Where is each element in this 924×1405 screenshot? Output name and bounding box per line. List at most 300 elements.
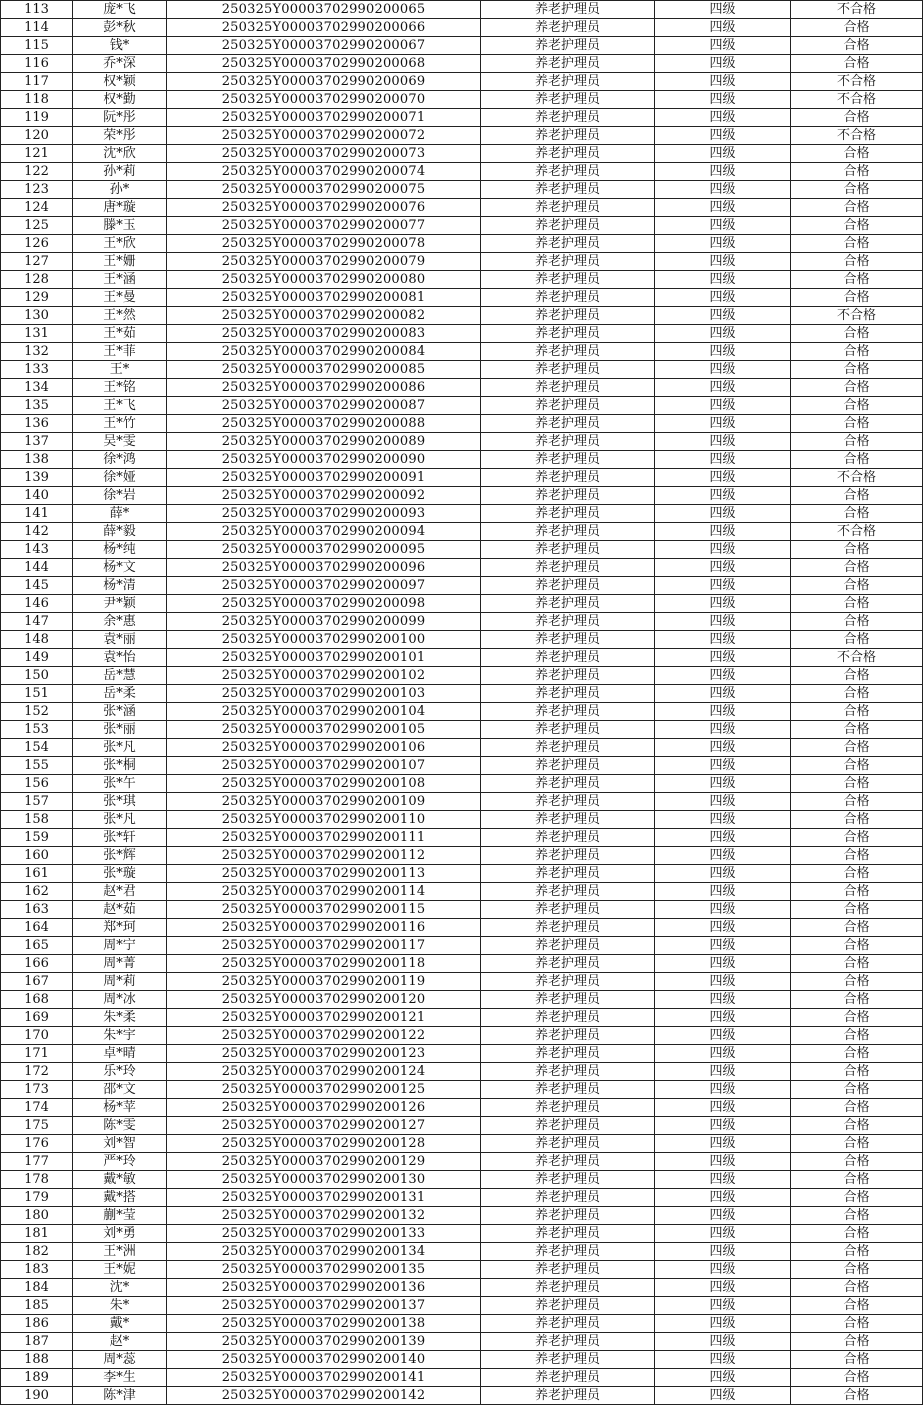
result-cell: 不合格 (791, 307, 923, 325)
occupation-cell: 养老护理员 (481, 1171, 655, 1189)
certificate-number-cell: 250325Y00003702990200137 (167, 1297, 481, 1315)
candidate-name-cell: 尹*颖 (73, 595, 167, 613)
occupation-cell: 养老护理员 (481, 253, 655, 271)
level-cell: 四级 (655, 1063, 791, 1081)
occupation-cell: 养老护理员 (481, 1189, 655, 1207)
candidate-name-cell: 赵*茹 (73, 901, 167, 919)
serial-number-cell: 116 (1, 55, 73, 73)
candidate-name-cell: 王*飞 (73, 397, 167, 415)
result-cell: 合格 (791, 667, 923, 685)
candidate-name-cell: 张*午 (73, 775, 167, 793)
serial-number-cell: 162 (1, 883, 73, 901)
level-cell: 四级 (655, 1081, 791, 1099)
candidate-name-cell: 袁*丽 (73, 631, 167, 649)
occupation-cell: 养老护理员 (481, 559, 655, 577)
table-row (1, 1369, 923, 1387)
result-cell: 合格 (791, 703, 923, 721)
occupation-cell: 养老护理员 (481, 1387, 655, 1405)
certificate-number-cell: 250325Y00003702990200119 (167, 973, 481, 991)
certificate-number-cell: 250325Y00003702990200140 (167, 1351, 481, 1369)
result-cell: 合格 (791, 775, 923, 793)
occupation-cell: 养老护理员 (481, 1099, 655, 1117)
table-row (1, 793, 923, 811)
serial-number-cell: 153 (1, 721, 73, 739)
certificate-number-cell: 250325Y00003702990200076 (167, 199, 481, 217)
table-row (1, 451, 923, 469)
certificate-number-cell: 250325Y00003702990200084 (167, 343, 481, 361)
certificate-number-cell: 250325Y00003702990200072 (167, 127, 481, 145)
table-row (1, 685, 923, 703)
level-cell: 四级 (655, 775, 791, 793)
serial-number-cell: 167 (1, 973, 73, 991)
candidate-name-cell: 王*曼 (73, 289, 167, 307)
serial-number-cell: 174 (1, 1099, 73, 1117)
table-row (1, 1315, 923, 1333)
serial-number-cell: 115 (1, 37, 73, 55)
level-cell: 四级 (655, 577, 791, 595)
level-cell: 四级 (655, 73, 791, 91)
certificate-number-cell: 250325Y00003702990200133 (167, 1225, 481, 1243)
serial-number-cell: 175 (1, 1117, 73, 1135)
level-cell: 四级 (655, 1387, 791, 1405)
result-cell: 合格 (791, 1243, 923, 1261)
serial-number-cell: 181 (1, 1225, 73, 1243)
level-cell: 四级 (655, 1153, 791, 1171)
table-row (1, 1189, 923, 1207)
table-row (1, 1081, 923, 1099)
occupation-cell: 养老护理员 (481, 127, 655, 145)
result-cell: 合格 (791, 505, 923, 523)
serial-number-cell: 131 (1, 325, 73, 343)
serial-number-cell: 180 (1, 1207, 73, 1225)
table-row (1, 1117, 923, 1135)
certificate-number-cell: 250325Y00003702990200066 (167, 19, 481, 37)
level-cell: 四级 (655, 937, 791, 955)
occupation-cell: 养老护理员 (481, 415, 655, 433)
level-cell: 四级 (655, 865, 791, 883)
result-cell: 合格 (791, 19, 923, 37)
occupation-cell: 养老护理员 (481, 649, 655, 667)
level-cell: 四级 (655, 1243, 791, 1261)
occupation-cell: 养老护理员 (481, 1045, 655, 1063)
result-cell: 合格 (791, 253, 923, 271)
occupation-cell: 养老护理员 (481, 901, 655, 919)
occupation-cell: 养老护理员 (481, 1009, 655, 1027)
result-cell: 合格 (791, 937, 923, 955)
candidate-name-cell: 张*桐 (73, 757, 167, 775)
result-cell: 合格 (791, 595, 923, 613)
candidate-name-cell: 杨*文 (73, 559, 167, 577)
certificate-number-cell: 250325Y00003702990200129 (167, 1153, 481, 1171)
candidate-name-cell: 滕*玉 (73, 217, 167, 235)
result-cell: 合格 (791, 973, 923, 991)
candidate-name-cell: 王*茹 (73, 325, 167, 343)
candidate-name-cell: 刘*勇 (73, 1225, 167, 1243)
candidate-name-cell: 王*欣 (73, 235, 167, 253)
table-row (1, 883, 923, 901)
candidate-name-cell: 王*妮 (73, 1261, 167, 1279)
candidate-name-cell: 赵*君 (73, 883, 167, 901)
certificate-number-cell: 250325Y00003702990200138 (167, 1315, 481, 1333)
certificate-number-cell: 250325Y00003702990200095 (167, 541, 481, 559)
occupation-cell: 养老护理员 (481, 397, 655, 415)
candidate-name-cell: 权*勤 (73, 91, 167, 109)
serial-number-cell: 122 (1, 163, 73, 181)
table-row (1, 703, 923, 721)
table-row (1, 433, 923, 451)
certificate-number-cell: 250325Y00003702990200142 (167, 1387, 481, 1405)
result-cell: 合格 (791, 955, 923, 973)
table-row (1, 613, 923, 631)
serial-number-cell: 134 (1, 379, 73, 397)
occupation-cell: 养老护理员 (481, 1297, 655, 1315)
result-cell: 合格 (791, 163, 923, 181)
level-cell: 四级 (655, 703, 791, 721)
occupation-cell: 养老护理员 (481, 973, 655, 991)
occupation-cell: 养老护理员 (481, 1225, 655, 1243)
result-cell: 合格 (791, 541, 923, 559)
serial-number-cell: 182 (1, 1243, 73, 1261)
certificate-number-cell: 250325Y00003702990200103 (167, 685, 481, 703)
table-row (1, 523, 923, 541)
candidate-name-cell: 戴*敏 (73, 1171, 167, 1189)
occupation-cell: 养老护理员 (481, 1153, 655, 1171)
occupation-cell: 养老护理员 (481, 1351, 655, 1369)
serial-number-cell: 130 (1, 307, 73, 325)
table-row (1, 1297, 923, 1315)
occupation-cell: 养老护理员 (481, 1261, 655, 1279)
certificate-number-cell: 250325Y00003702990200090 (167, 451, 481, 469)
candidate-name-cell: 王*竹 (73, 415, 167, 433)
candidate-name-cell: 周*菁 (73, 955, 167, 973)
certificate-number-cell: 250325Y00003702990200104 (167, 703, 481, 721)
occupation-cell: 养老护理员 (481, 145, 655, 163)
candidate-name-cell: 王*菲 (73, 343, 167, 361)
result-cell: 合格 (791, 1153, 923, 1171)
certificate-number-cell: 250325Y00003702990200082 (167, 307, 481, 325)
serial-number-cell: 170 (1, 1027, 73, 1045)
table-row (1, 1153, 923, 1171)
certificate-number-cell: 250325Y00003702990200097 (167, 577, 481, 595)
certificate-number-cell: 250325Y00003702990200101 (167, 649, 481, 667)
certificate-number-cell: 250325Y00003702990200123 (167, 1045, 481, 1063)
serial-number-cell: 138 (1, 451, 73, 469)
level-cell: 四级 (655, 1099, 791, 1117)
occupation-cell: 养老护理员 (481, 451, 655, 469)
table-row (1, 919, 923, 937)
serial-number-cell: 146 (1, 595, 73, 613)
level-cell: 四级 (655, 883, 791, 901)
level-cell: 四级 (655, 163, 791, 181)
result-cell: 合格 (791, 1027, 923, 1045)
level-cell: 四级 (655, 451, 791, 469)
table-row (1, 253, 923, 271)
occupation-cell: 养老护理员 (481, 847, 655, 865)
serial-number-cell: 127 (1, 253, 73, 271)
table-row (1, 973, 923, 991)
occupation-cell: 养老护理员 (481, 613, 655, 631)
result-cell: 合格 (791, 739, 923, 757)
result-cell: 合格 (791, 217, 923, 235)
level-cell: 四级 (655, 1189, 791, 1207)
level-cell: 四级 (655, 1261, 791, 1279)
certificate-number-cell: 250325Y00003702990200136 (167, 1279, 481, 1297)
candidate-name-cell: 岳*慧 (73, 667, 167, 685)
serial-number-cell: 137 (1, 433, 73, 451)
occupation-cell: 养老护理员 (481, 1279, 655, 1297)
serial-number-cell: 120 (1, 127, 73, 145)
result-cell: 不合格 (791, 91, 923, 109)
serial-number-cell: 139 (1, 469, 73, 487)
result-cell: 合格 (791, 109, 923, 127)
certificate-number-cell: 250325Y00003702990200079 (167, 253, 481, 271)
occupation-cell: 养老护理员 (481, 271, 655, 289)
certificate-number-cell: 250325Y00003702990200131 (167, 1189, 481, 1207)
serial-number-cell: 141 (1, 505, 73, 523)
serial-number-cell: 185 (1, 1297, 73, 1315)
candidate-name-cell: 荣*彤 (73, 127, 167, 145)
certificate-number-cell: 250325Y00003702990200114 (167, 883, 481, 901)
level-cell: 四级 (655, 757, 791, 775)
result-cell: 合格 (791, 1315, 923, 1333)
level-cell: 四级 (655, 523, 791, 541)
candidate-name-cell: 陈*津 (73, 1387, 167, 1405)
occupation-cell: 养老护理员 (481, 343, 655, 361)
candidate-name-cell: 彭*秋 (73, 19, 167, 37)
certificate-number-cell: 250325Y00003702990200069 (167, 73, 481, 91)
certificate-number-cell: 250325Y00003702990200105 (167, 721, 481, 739)
candidate-name-cell: 蒯*莹 (73, 1207, 167, 1225)
table-row (1, 757, 923, 775)
result-cell: 合格 (791, 829, 923, 847)
certificate-number-cell: 250325Y00003702990200112 (167, 847, 481, 865)
serial-number-cell: 171 (1, 1045, 73, 1063)
candidate-name-cell: 杨*清 (73, 577, 167, 595)
table-row (1, 901, 923, 919)
table-row (1, 145, 923, 163)
table-row (1, 415, 923, 433)
serial-number-cell: 140 (1, 487, 73, 505)
result-cell: 合格 (791, 379, 923, 397)
serial-number-cell: 163 (1, 901, 73, 919)
occupation-cell: 养老护理员 (481, 865, 655, 883)
level-cell: 四级 (655, 109, 791, 127)
level-cell: 四级 (655, 1027, 791, 1045)
candidate-name-cell: 阮*彤 (73, 109, 167, 127)
serial-number-cell: 161 (1, 865, 73, 883)
certificate-number-cell: 250325Y00003702990200110 (167, 811, 481, 829)
table-row (1, 1261, 923, 1279)
serial-number-cell: 159 (1, 829, 73, 847)
result-cell: 合格 (791, 1207, 923, 1225)
result-cell: 合格 (791, 1045, 923, 1063)
occupation-cell: 养老护理员 (481, 1369, 655, 1387)
level-cell: 四级 (655, 487, 791, 505)
table-row (1, 505, 923, 523)
level-cell: 四级 (655, 649, 791, 667)
occupation-cell: 养老护理员 (481, 721, 655, 739)
serial-number-cell: 113 (1, 1, 73, 19)
result-cell: 合格 (791, 1279, 923, 1297)
serial-number-cell: 128 (1, 271, 73, 289)
serial-number-cell: 188 (1, 1351, 73, 1369)
occupation-cell: 养老护理员 (481, 523, 655, 541)
level-cell: 四级 (655, 541, 791, 559)
candidate-name-cell: 陈*雯 (73, 1117, 167, 1135)
certificate-number-cell: 250325Y00003702990200106 (167, 739, 481, 757)
certificate-number-cell: 250325Y00003702990200124 (167, 1063, 481, 1081)
occupation-cell: 养老护理员 (481, 361, 655, 379)
certificate-number-cell: 250325Y00003702990200121 (167, 1009, 481, 1027)
table-row (1, 307, 923, 325)
level-cell: 四级 (655, 415, 791, 433)
certificate-number-cell: 250325Y00003702990200126 (167, 1099, 481, 1117)
serial-number-cell: 119 (1, 109, 73, 127)
result-cell: 合格 (791, 865, 923, 883)
level-cell: 四级 (655, 307, 791, 325)
candidate-name-cell: 朱*柔 (73, 1009, 167, 1027)
candidate-name-cell: 张*凡 (73, 811, 167, 829)
result-cell: 合格 (791, 1297, 923, 1315)
occupation-cell: 养老护理员 (481, 793, 655, 811)
certificate-number-cell: 250325Y00003702990200132 (167, 1207, 481, 1225)
candidate-name-cell: 王*然 (73, 307, 167, 325)
result-cell: 合格 (791, 145, 923, 163)
result-cell: 不合格 (791, 73, 923, 91)
table-row (1, 1027, 923, 1045)
occupation-cell: 养老护理员 (481, 1, 655, 19)
candidate-name-cell: 庞*飞 (73, 1, 167, 19)
serial-number-cell: 151 (1, 685, 73, 703)
level-cell: 四级 (655, 55, 791, 73)
candidate-name-cell: 朱*宇 (73, 1027, 167, 1045)
result-cell: 合格 (791, 1261, 923, 1279)
level-cell: 四级 (655, 1279, 791, 1297)
table-row (1, 1135, 923, 1153)
candidate-name-cell: 张*丽 (73, 721, 167, 739)
occupation-cell: 养老护理员 (481, 487, 655, 505)
level-cell: 四级 (655, 433, 791, 451)
result-cell: 合格 (791, 361, 923, 379)
serial-number-cell: 169 (1, 1009, 73, 1027)
certificate-number-cell: 250325Y00003702990200074 (167, 163, 481, 181)
candidate-name-cell: 孙*莉 (73, 163, 167, 181)
candidate-name-cell: 沈*欣 (73, 145, 167, 163)
level-cell: 四级 (655, 127, 791, 145)
serial-number-cell: 148 (1, 631, 73, 649)
table-row (1, 109, 923, 127)
occupation-cell: 养老护理员 (481, 739, 655, 757)
candidate-name-cell: 刘*智 (73, 1135, 167, 1153)
occupation-cell: 养老护理员 (481, 991, 655, 1009)
serial-number-cell: 118 (1, 91, 73, 109)
candidate-name-cell: 徐*鸿 (73, 451, 167, 469)
serial-number-cell: 123 (1, 181, 73, 199)
serial-number-cell: 155 (1, 757, 73, 775)
result-cell: 合格 (791, 37, 923, 55)
certificate-number-cell: 250325Y00003702990200093 (167, 505, 481, 523)
occupation-cell: 养老护理员 (481, 469, 655, 487)
candidate-name-cell: 徐*岩 (73, 487, 167, 505)
certificate-number-cell: 250325Y00003702990200116 (167, 919, 481, 937)
table-row (1, 235, 923, 253)
occupation-cell: 养老护理员 (481, 1135, 655, 1153)
certificate-number-cell: 250325Y00003702990200087 (167, 397, 481, 415)
result-cell: 合格 (791, 1081, 923, 1099)
level-cell: 四级 (655, 1225, 791, 1243)
serial-number-cell: 114 (1, 19, 73, 37)
candidate-name-cell: 余*惠 (73, 613, 167, 631)
certificate-number-cell: 250325Y00003702990200107 (167, 757, 481, 775)
serial-number-cell: 160 (1, 847, 73, 865)
level-cell: 四级 (655, 289, 791, 307)
candidate-name-cell: 戴* (73, 1315, 167, 1333)
table-row (1, 991, 923, 1009)
serial-number-cell: 154 (1, 739, 73, 757)
certificate-number-cell: 250325Y00003702990200139 (167, 1333, 481, 1351)
level-cell: 四级 (655, 847, 791, 865)
result-cell: 合格 (791, 1171, 923, 1189)
candidate-name-cell: 赵* (73, 1333, 167, 1351)
table-row (1, 1171, 923, 1189)
result-cell: 合格 (791, 901, 923, 919)
certificate-number-cell: 250325Y00003702990200108 (167, 775, 481, 793)
candidate-name-cell: 戴*搭 (73, 1189, 167, 1207)
serial-number-cell: 121 (1, 145, 73, 163)
table-row (1, 775, 923, 793)
occupation-cell: 养老护理员 (481, 577, 655, 595)
serial-number-cell: 142 (1, 523, 73, 541)
occupation-cell: 养老护理员 (481, 1333, 655, 1351)
occupation-cell: 养老护理员 (481, 883, 655, 901)
level-cell: 四级 (655, 631, 791, 649)
table-row (1, 577, 923, 595)
result-cell: 合格 (791, 919, 923, 937)
table-row (1, 487, 923, 505)
result-cell: 合格 (791, 181, 923, 199)
occupation-cell: 养老护理员 (481, 1117, 655, 1135)
occupation-cell: 养老护理员 (481, 1081, 655, 1099)
certificate-number-cell: 250325Y00003702990200075 (167, 181, 481, 199)
serial-number-cell: 135 (1, 397, 73, 415)
level-cell: 四级 (655, 919, 791, 937)
candidate-name-cell: 邵*文 (73, 1081, 167, 1099)
certificate-number-cell: 250325Y00003702990200134 (167, 1243, 481, 1261)
result-cell: 合格 (791, 451, 923, 469)
occupation-cell: 养老护理员 (481, 1243, 655, 1261)
certificate-number-cell: 250325Y00003702990200125 (167, 1081, 481, 1099)
table-row (1, 1099, 923, 1117)
result-cell: 合格 (791, 235, 923, 253)
level-cell: 四级 (655, 973, 791, 991)
occupation-cell: 养老护理员 (481, 199, 655, 217)
table-row (1, 379, 923, 397)
table-row (1, 559, 923, 577)
level-cell: 四级 (655, 91, 791, 109)
occupation-cell: 养老护理员 (481, 73, 655, 91)
candidate-name-cell: 薛* (73, 505, 167, 523)
certificate-number-cell: 250325Y00003702990200067 (167, 37, 481, 55)
certificate-number-cell: 250325Y00003702990200096 (167, 559, 481, 577)
result-cell: 合格 (791, 1099, 923, 1117)
level-cell: 四级 (655, 199, 791, 217)
serial-number-cell: 150 (1, 667, 73, 685)
level-cell: 四级 (655, 1135, 791, 1153)
result-cell: 合格 (791, 325, 923, 343)
certificate-number-cell: 250325Y00003702990200089 (167, 433, 481, 451)
level-cell: 四级 (655, 19, 791, 37)
level-cell: 四级 (655, 1351, 791, 1369)
